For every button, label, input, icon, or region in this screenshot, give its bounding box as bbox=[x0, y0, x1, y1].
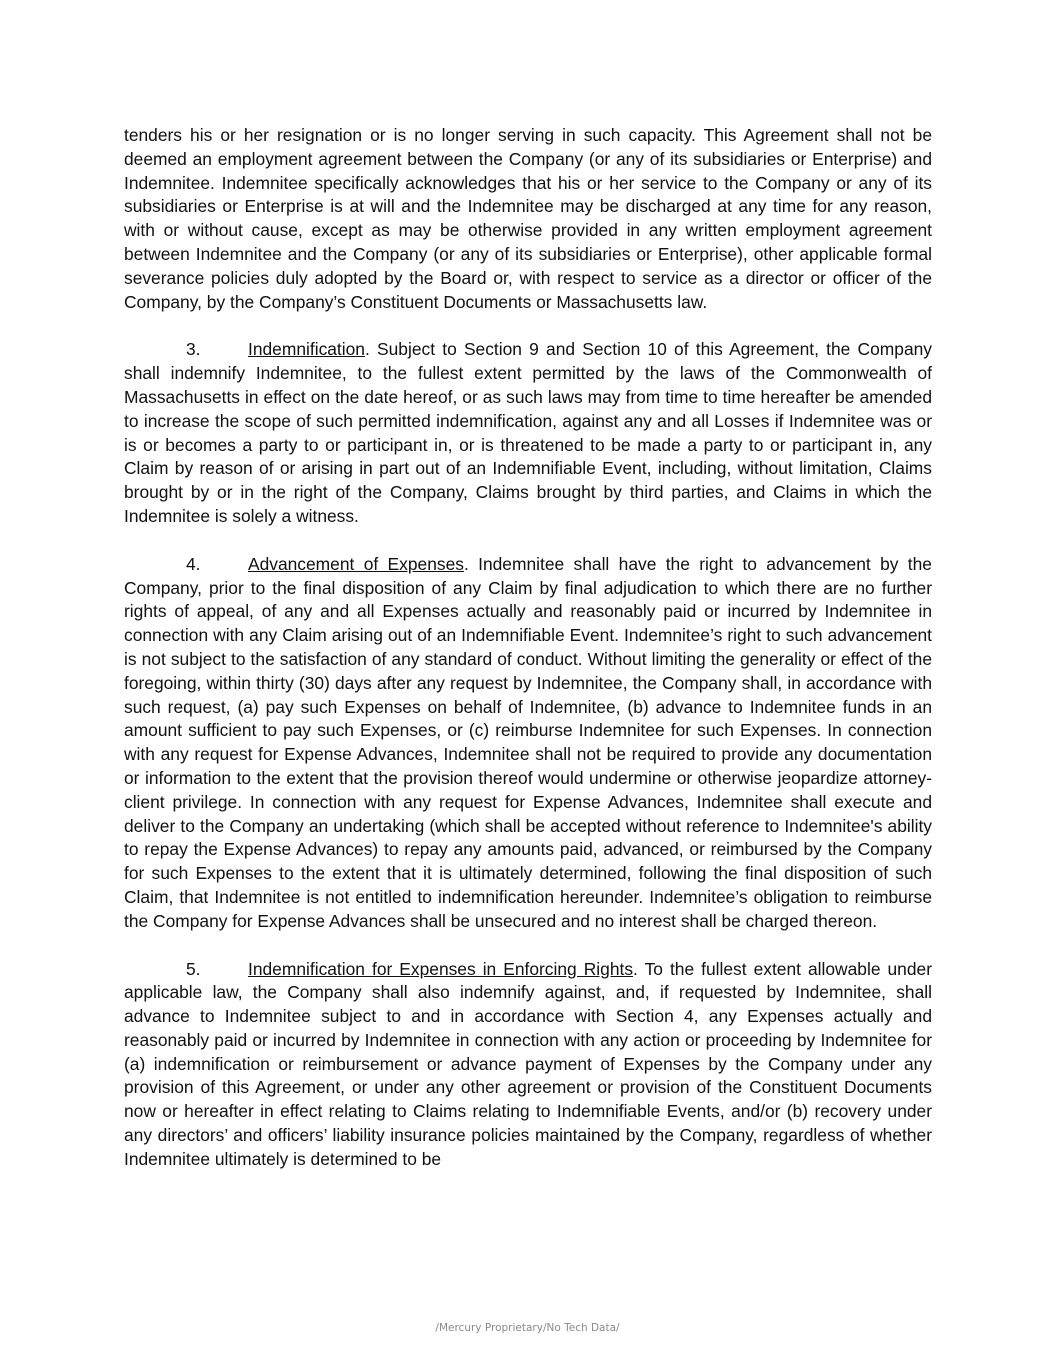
section-5-enforcing-rights bbox=[124, 958, 932, 1172]
section-number: 3. bbox=[186, 339, 201, 360]
paragraph-text: tenders his or her resignation or is no longer serving in such capacity. This Agreement shall not be deemed an employment agreement between the Company (or any of its subsidiaries or Enterprise) and Indemnitee. Indemnitee specifically acknowledges that his or her service to the Company or any of its subsidiaries or Enterprise is at will and the Indemnitee may be discharged at any time for any reason, with or without cause, except as may be otherwise provided in any written employment agreement between Indemnitee and the Company (or any of its subsidiaries or Enterprise), other applicable formal severance policies duly adopted by the Board or, with respect to service as a director or officer of the Company, by the Company’s Constituent Documents or Massachusetts law. bbox=[124, 125, 932, 312]
section-heading: Indemnification for Expenses in Enforcing Rights bbox=[248, 958, 634, 979]
section-4-advancement-of-expenses bbox=[124, 553, 932, 934]
section-number: 5. bbox=[186, 958, 201, 979]
section-heading: Advancement of Expenses bbox=[248, 553, 464, 574]
section-text: . To the fullest extent allowable under applicable law, the Company shall also indemnify against, and, if requested by Indemnitee, shall advance to Indemnitee subject to and in accordance with Section 4, any Expenses actually and reasonably paid or incurred by Indemnitee in connection with any action or proceeding by Indemnitee for (a) indemnification or reimbursement or advance payment of Expenses by the Company under any provision of this Agreement, or under any other agreement or provision of the Constituent Documents now or hereafter in effect relating to Claims relating to Indemnifiable Events, and/or (b) recovery under any directors’ and officers’ liability insurance policies maintained by the Company, regardless of whether Indemnitee ultimately is determined to be bbox=[124, 958, 932, 1169]
section-text: . Indemnitee shall have the right to advancement by the Company, prior to the final disposition of any Claim by final adjudication to which there are no further rights of appeal, of any and all Expenses actually and reasonably paid or incurred by Indemnitee in connection with any Claim arising out of an Indemnifiable Event. Indemnitee’s right to such advancement is not subject to the satisfaction of any standard of conduct. Without limiting the generality or effect of the foregoing, within thirty (30) days after any request by Indemnitee, the Company shall, in accordance with such request, (a) pay such Expenses on behalf of Indemnitee, (b) advance to Indemnitee funds in an amount sufficient to pay such Expenses, or (c) reimburse Indemnitee for such Expenses. In connection with any request for Expense Advances, Indemnitee shall not be required to provide any documentation or information to the extent that the provision thereof would undermine or otherwise jeopardize attorney-client privilege. In connection with any request for Expense Advances, Indemnitee shall execute and deliver to the Company an undertaking (which shall be accepted without reference to Indemnitee's ability to repay the Expense Advances) to repay any amounts paid, advanced, or reimbursed by the Company for such Expenses to the extent that it is ultimately determined, following the final disposition of such Claim, that Indemnitee is not entitled to indemnification hereunder. Indemnitee’s obligation to reimburse the Company for Expense Advances shall be unsecured and no interest shall be charged thereon. bbox=[124, 553, 932, 931]
document-body bbox=[124, 124, 932, 1196]
section-text: . Subject to Section 9 and Section 10 of this Agreement, the Company shall indemnify Indemnitee, to the fullest extent permitted by the laws of the Commonwealth of Massachusetts in effect on the date hereof, or as such laws may from time to time hereafter be amended to increase the scope of such permitted indemnification, against any and all Losses if Indemnitee was or is or becomes a party to or participant in, or is threatened to be made a party to or participant in, any Claim by reason of or arising in part out of an Indemnifiable Event, including, without limitation, Claims brought by or in the right of the Company, Claims brought by third parties, and Claims in which the Indemnitee is solely a witness. bbox=[124, 339, 932, 526]
section-number: 4. bbox=[186, 553, 201, 574]
section-heading: Indemnification bbox=[248, 339, 365, 360]
section-3-indemnification bbox=[124, 338, 932, 528]
page-footer: /Mercury Proprietary/No Tech Data/ bbox=[435, 1322, 620, 1334]
paragraph-continuation bbox=[124, 124, 932, 314]
